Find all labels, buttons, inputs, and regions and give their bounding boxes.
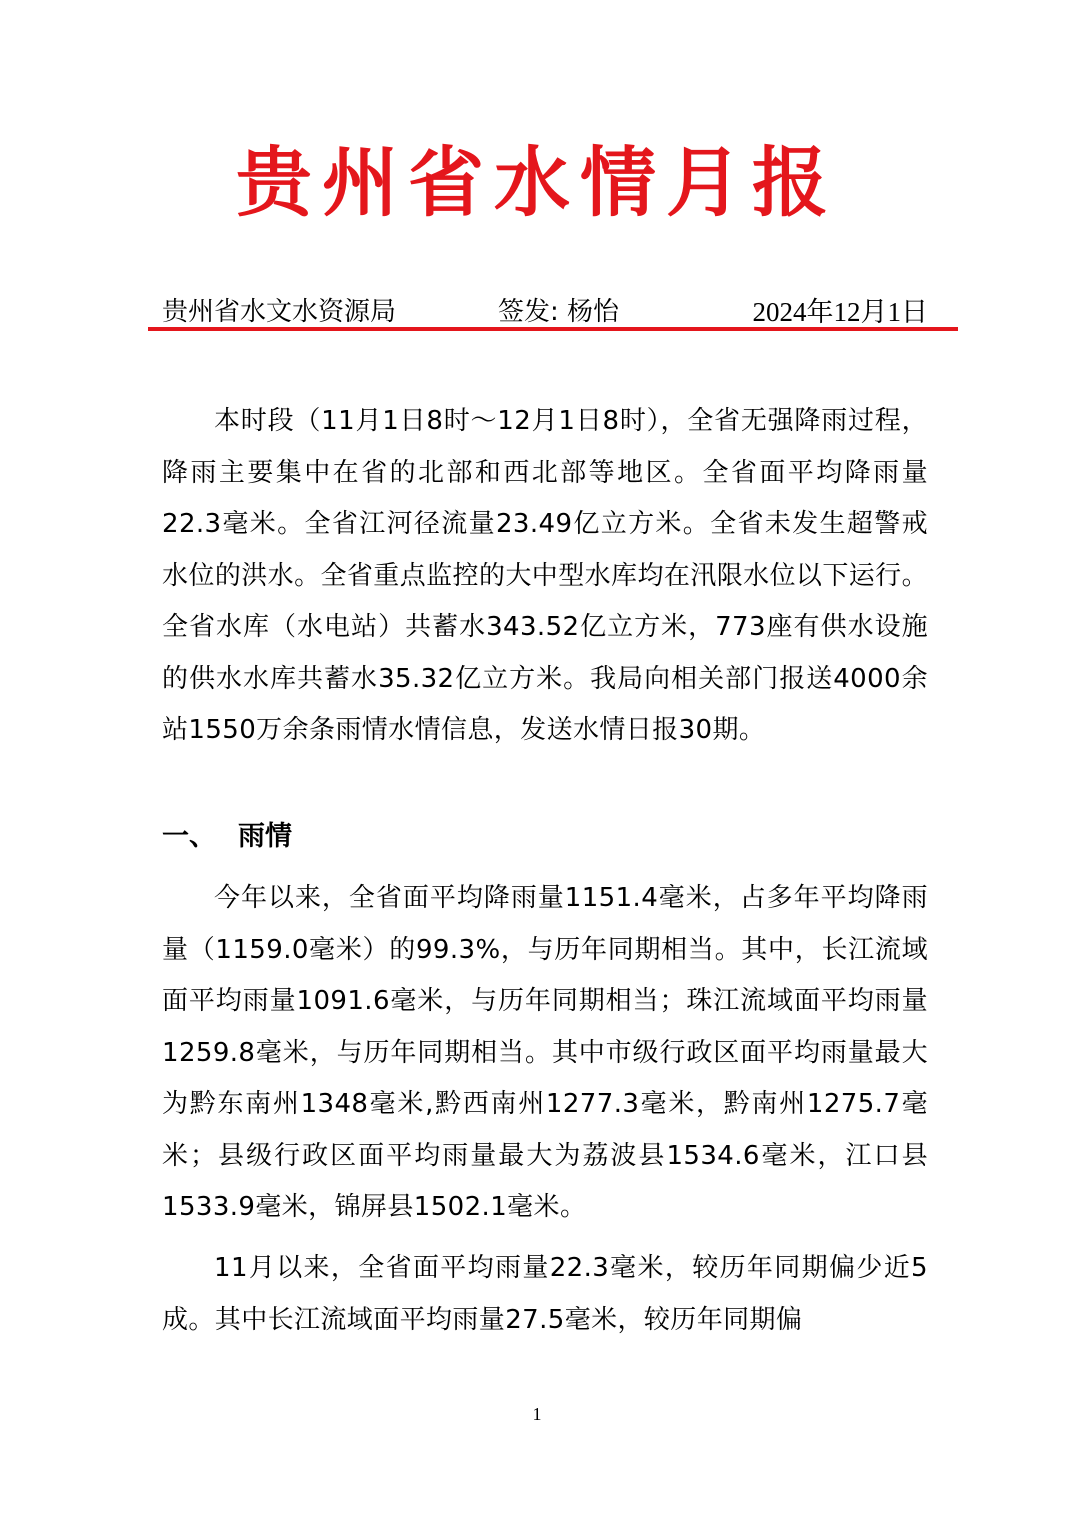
section-title: 雨情 xyxy=(238,821,292,852)
header-red-rule xyxy=(148,327,958,331)
rainfall-paragraph-month: 11月以来，全省面平均雨量22.3毫米，较历年同期偏少近5成。其中长江流域面平均雨量27.5毫米，较历年同期偏 xyxy=(162,1253,928,1335)
issuer-row xyxy=(162,292,928,332)
issuer-signer: 签发: 杨怡 xyxy=(498,297,620,327)
intro-paragraph: 本时段（11月1日8时～12月1日8时），全省无强降雨过程，降雨主要集中在省的北部和西北部等地区。全省面平均降雨量22.3毫米。全省江河径流量23.49亿立方米。全省未发生超警戒水位的洪水。全省重点监控的大中型水库均在汛限水位以下运行。全省水库（水电站）共蓄水343.52亿立方米，773座有供水设施的供水水库共蓄水35.32亿立方米。我局向相关部门报送4000余站1550万余条雨情水情信息，发送水情日报30期。 xyxy=(162,406,928,745)
report-title: 贵州省水情月报 xyxy=(236,138,838,227)
section-heading-rainfall xyxy=(162,812,292,862)
issue-date: 2024年12月1日 xyxy=(752,297,928,327)
issuer-organization: 贵州省水文水资源局 xyxy=(162,297,397,327)
rainfall-paragraph-year: 今年以来，全省面平均降雨量1151.4毫米，占多年平均降雨量（1159.0毫米）的99.3%，与历年同期相当。其中，长江流域面平均雨量1091.6毫米，与历年同期相当；珠江流域面平均雨量1259.8毫米，与历年同期相当。其中市级行政区面平均雨量最大为黔东南州1348毫米,黔西南州1277.3毫米，黔南州1275.7毫米；县级行政区面平均雨量最大为荔波县1534.6毫米，江口县1533.9毫米，锦屏县1502.1毫米。 xyxy=(162,883,928,1222)
section-number: 一、 xyxy=(162,821,216,852)
page-number: 1 xyxy=(532,1404,542,1424)
